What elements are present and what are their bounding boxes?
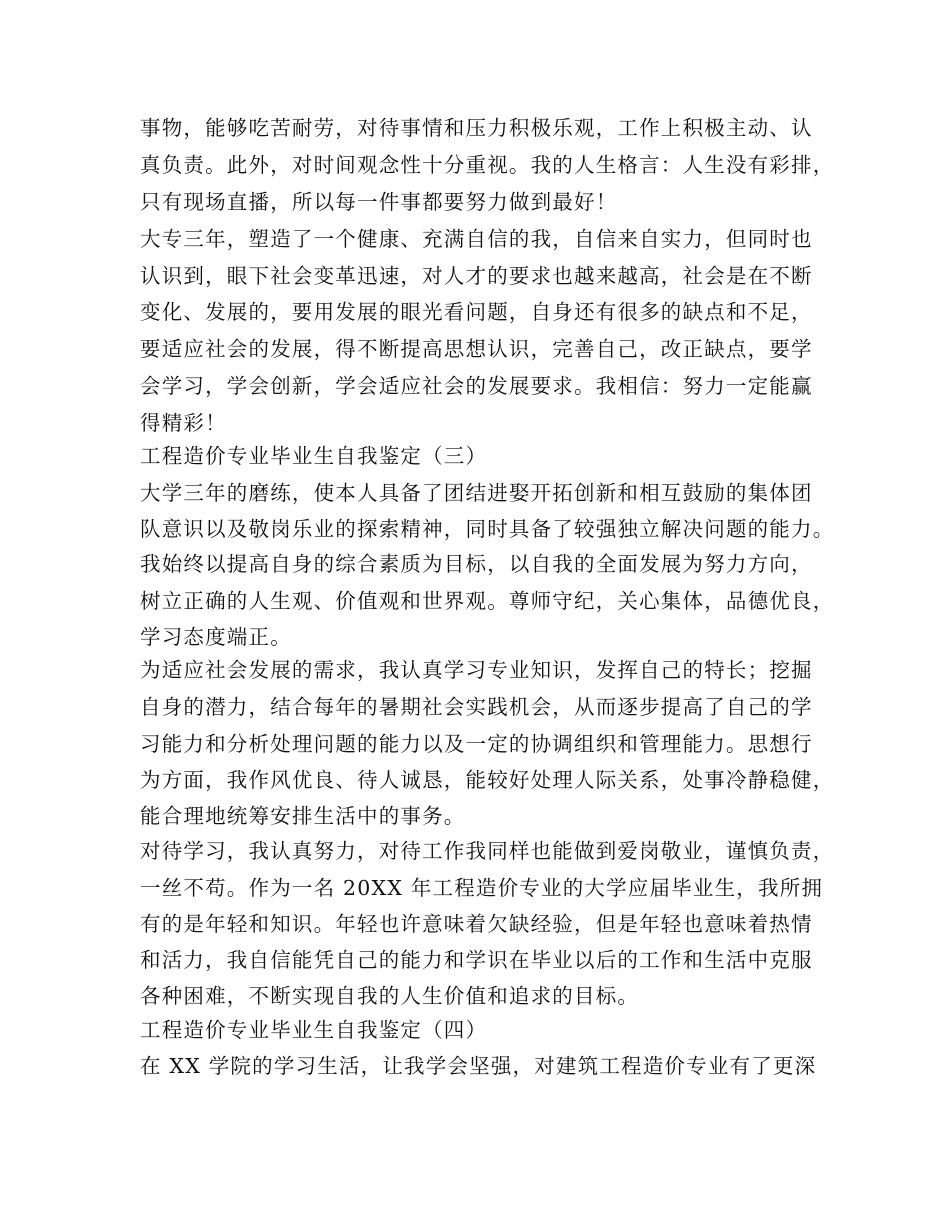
text-line: 自身的潜力，结合每年的暑期社会实践机会，从而逐步提高了自己的学	[140, 695, 813, 719]
text-line: 和活力，我自信能凭自己的能力和学识在毕业以后的工作和生活中克服	[140, 948, 813, 972]
text-line: 认识到，眼下社会变革迅速，对人才的要求也越来越高，社会是在不断	[140, 264, 813, 288]
text-line: 真负责。此外，对时间观念性十分重视。我的人生格言：人生没有彩排，	[140, 153, 835, 177]
text-line: 一丝不苟。作为一名 20XX 年工程造价专业的大学应届毕业生，我所拥	[140, 876, 824, 900]
section-heading: 工程造价专业毕业生自我鉴定（三）	[140, 444, 488, 468]
text-line: 得精彩！	[140, 411, 227, 435]
text-line: 树立正确的人生观、价值观和世界观。尊师守纪，关心集体，品德优良，	[140, 589, 835, 613]
text-line: 变化、发展的，要用发展的眼光看问题，自身还有很多的缺点和不足，	[140, 300, 813, 324]
text-line: 我始终以提高自身的综合素质为目标，以自我的全面发展为努力方向，	[140, 552, 813, 576]
text-line: 为适应社会发展的需求，我认真学习专业知识，发挥自己的特长；挖掘	[140, 658, 813, 682]
text-line: 有的是年轻和知识。年轻也许意味着欠缺经验，但是年轻也意味着热情	[140, 912, 813, 936]
text-line: 只有现场直播，所以每一件事都要努力做到最好！	[140, 190, 618, 214]
text-line: 习能力和分析处理问题的能力以及一定的协调组织和管理能力。思想行	[140, 732, 813, 756]
text-line: 在 XX 学院的学习生活，让我学会坚强，对建筑工程造价专业有了更深	[140, 1054, 817, 1078]
text-line: 为方面，我作风优良、待人诚恳，能较好处理人际关系，处事冷静稳健，	[140, 768, 835, 792]
text-line: 大专三年，塑造了一个健康、充满自信的我，自信来自实力，但同时也	[140, 227, 813, 251]
text-line: 学习态度端正。	[140, 625, 292, 649]
text-line: 对待学习，我认真努力，对待工作我同样也能做到爱岗敬业，谨慎负责，	[140, 839, 835, 863]
text-line: 事物，能够吃苦耐劳，对待事情和压力积极乐观，工作上积极主动、认	[140, 116, 813, 140]
text-line: 会学习，学会创新，学会适应社会的发展要求。我相信：努力一定能赢	[140, 374, 813, 398]
text-line: 各种困难，不断实现自我的人生价值和追求的目标。	[140, 984, 640, 1008]
text-line: 大学三年的磨练，使本人具备了团结进娶开拓创新和相互鼓励的集体团	[140, 481, 813, 505]
text-line: 要适应社会的发展，得不断提高思想认识，完善自己，改正缺点，要学	[140, 337, 813, 361]
section-heading: 工程造价专业毕业生自我鉴定（四）	[140, 1018, 488, 1042]
text-line: 队意识以及敬岗乐业的探索精神，同时具备了较强独立解决问题的能力。	[140, 517, 835, 541]
text-line: 能合理地统筹安排生活中的事务。	[140, 804, 466, 828]
